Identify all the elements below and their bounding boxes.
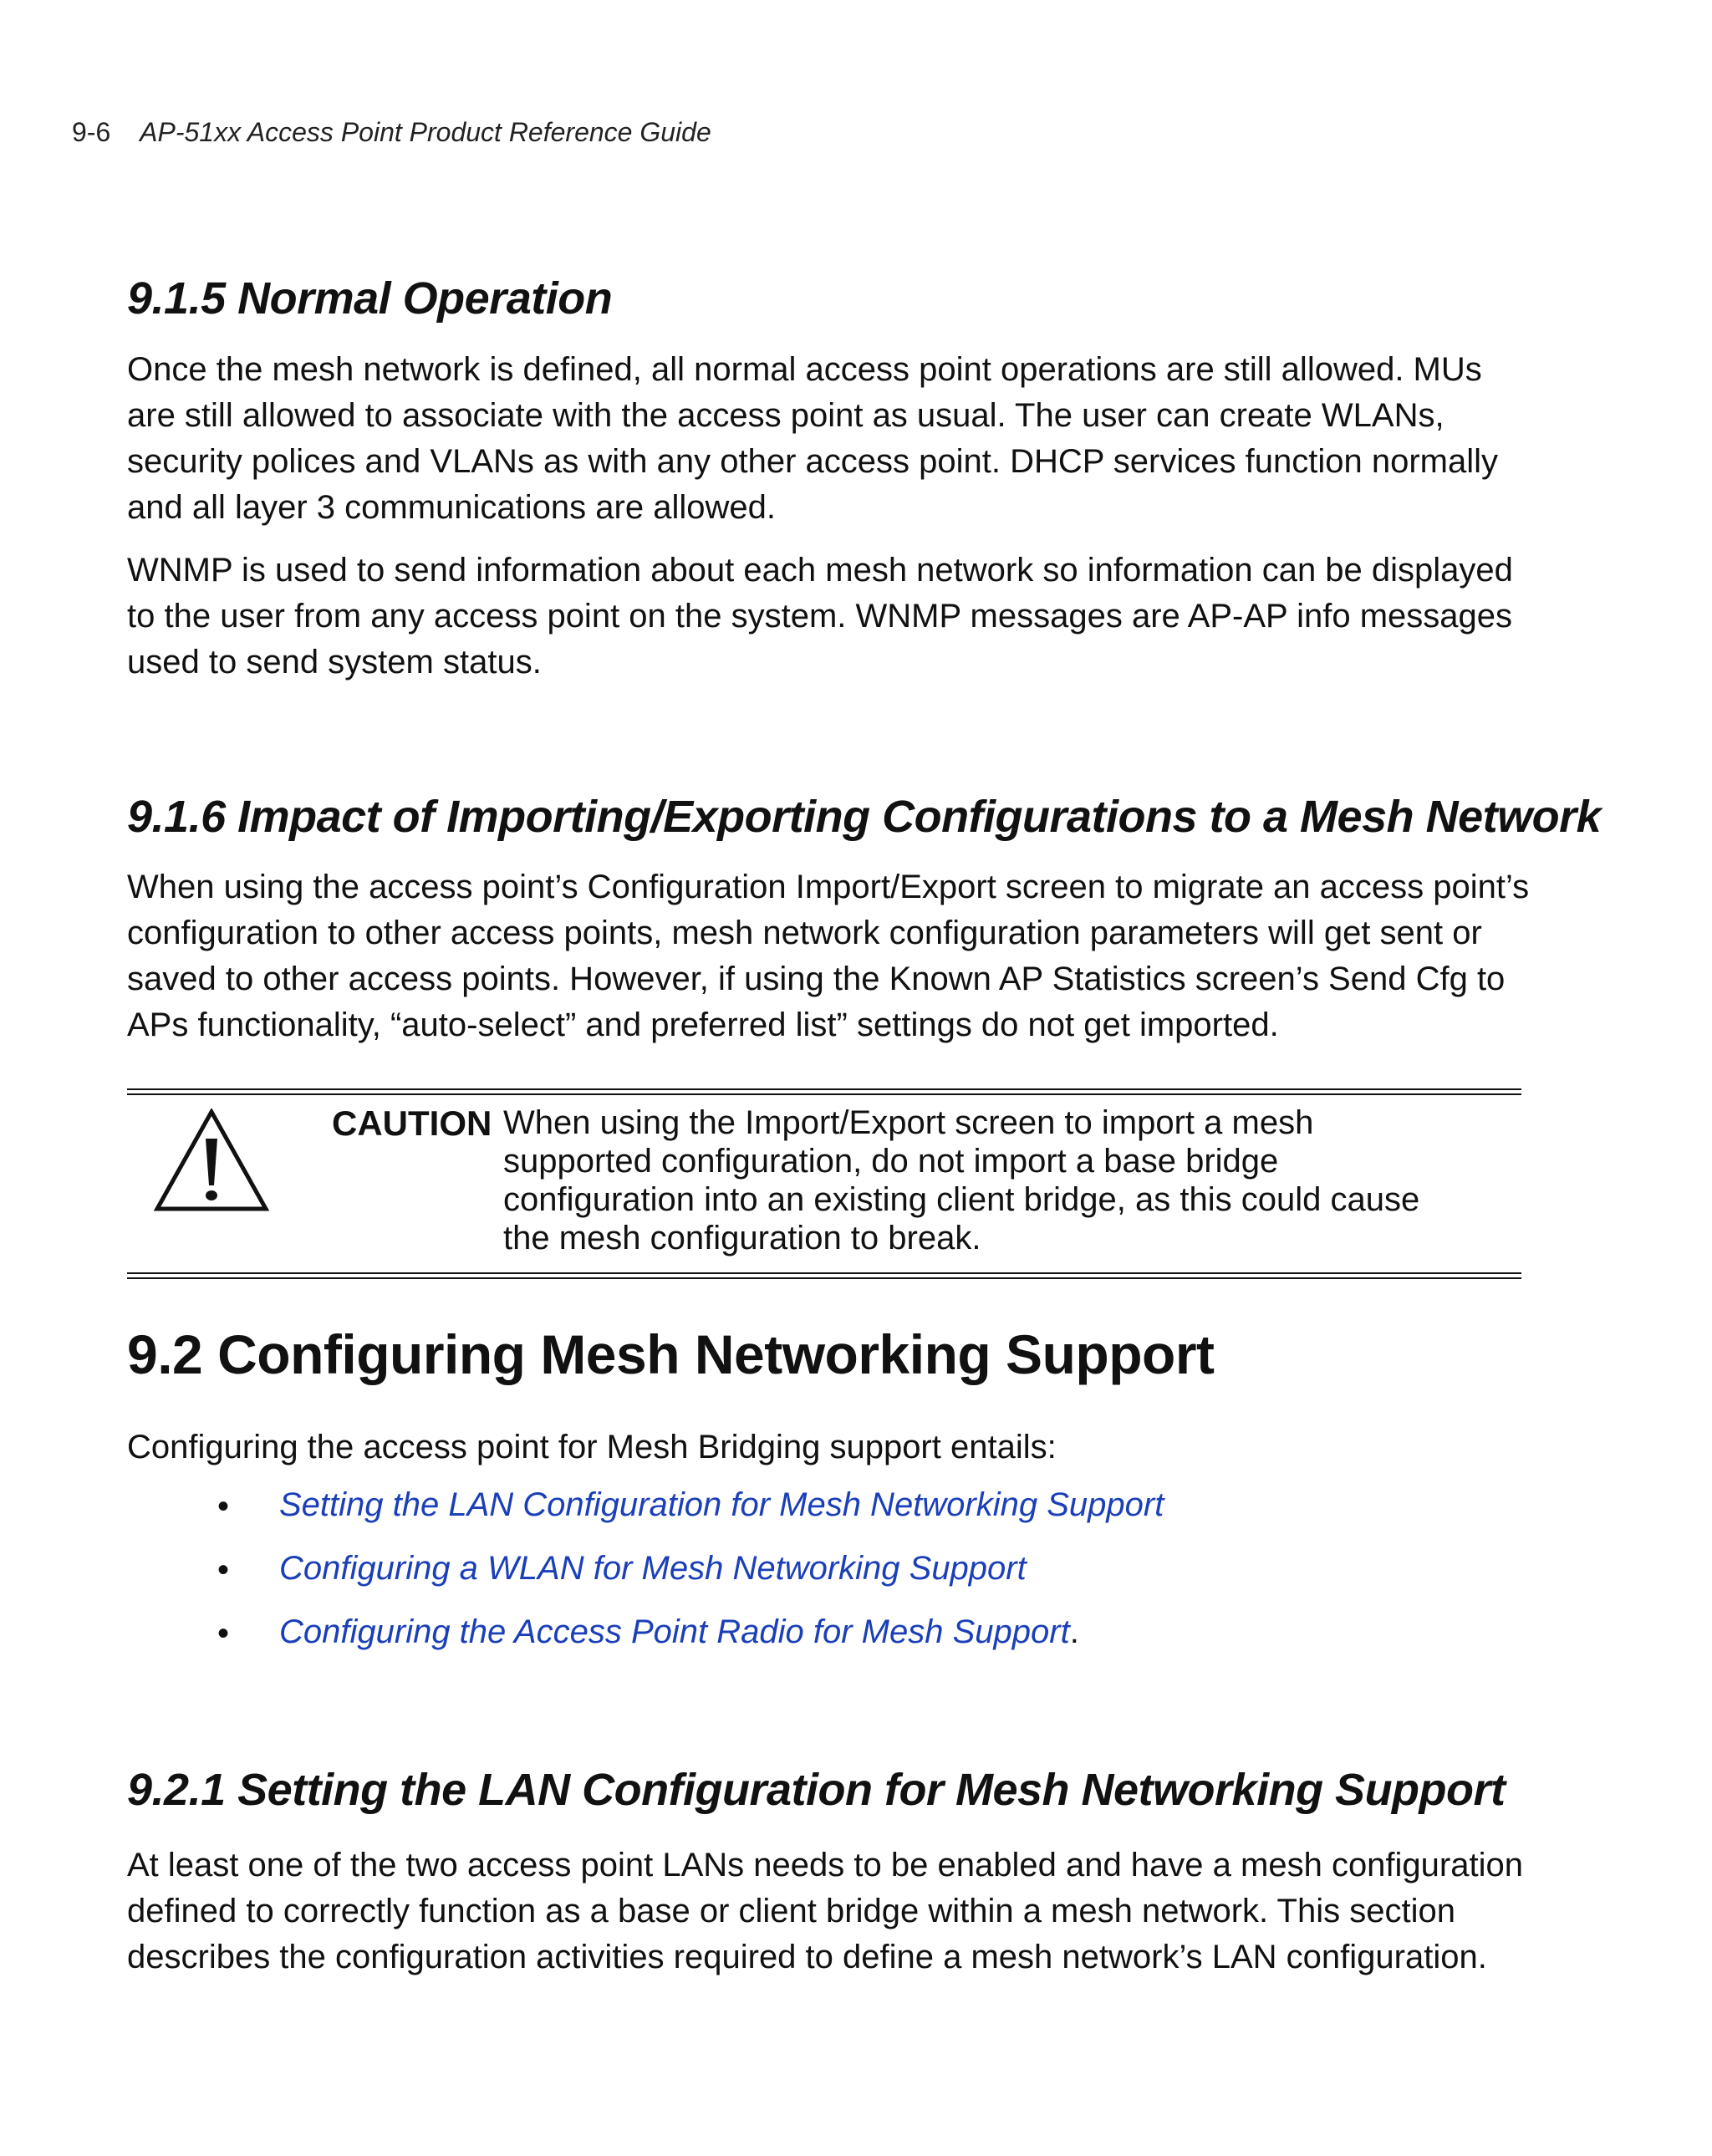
link-tail: . (1069, 1613, 1079, 1650)
bullet-marker: • (217, 1552, 230, 1588)
section-heading-9-2-1: 9.2.1 Setting the LAN Configuration for Mesh Networking Support (127, 1765, 1506, 1815)
page-number: 9-6 (72, 117, 111, 147)
paragraph-normal-operation-2: WNMP is used to send information about each mesh network so information can be displayed to the user from any access point on the system. WNMP messages are AP-AP info messages used to send system status. (127, 552, 1513, 680)
guide-title: AP-51xx Access Point Product Reference Guide (140, 117, 711, 147)
divider-rule (127, 1272, 1521, 1279)
link-text: Setting the LAN Configuration for Mesh Networking Support (279, 1486, 1164, 1523)
caution-label: CAUTION (332, 1103, 492, 1143)
bullet-marker: • (217, 1615, 230, 1652)
link-text: Configuring a WLAN for Mesh Networking Support (279, 1550, 1027, 1587)
paragraph-mesh-intro: Configuring the access point for Mesh Bridging support entails: (127, 1429, 1057, 1465)
running-header (72, 117, 711, 148)
link-lan-configuration[interactable] (279, 1484, 1164, 1526)
section-heading-9-1-6: 9.1.6 Impact of Importing/Exporting Configurations to a Mesh Network (127, 792, 1602, 842)
divider-rule (127, 1088, 1521, 1095)
link-radio-configuration[interactable] (279, 1611, 1079, 1653)
section-heading-9-1-5: 9.1.5 Normal Operation (127, 273, 613, 324)
warning-triangle-icon (154, 1109, 269, 1212)
paragraph-lan-configuration: At least one of the two access point LANs needs to be enabled and have a mesh configuration defined to correctly function as a base or client bridge within a mesh network. This section describes the configuration activities required to define a mesh network’s LAN configuration. (127, 1847, 1523, 1975)
bullet-marker: • (217, 1488, 230, 1525)
section-heading-9-2: 9.2 Configuring Mesh Networking Support (127, 1323, 1215, 1385)
paragraph-normal-operation-1: Once the mesh network is defined, all normal access point operations are still allowed. MUs are still allowed to associate with the access point as usual. The user can create WLANs, security polices and VLANs as with any other access point. DHCP services function normally and all layer 3 communications are allowed. (127, 351, 1498, 526)
link-wlan-configuration[interactable] (279, 1547, 1027, 1589)
caution-text: When using the Import/Export screen to import a mesh supported configuration, do not import a base bridge configuration into an existing client bridge, as this could cause the mesh configuration to break. (503, 1104, 1420, 1256)
paragraph-import-export: When using the access point’s Configuration Import/Export screen to migrate an access point’s configuration to other access points, mesh network configuration parameters will get sent or saved to other access points. However, if using the Known AP Statistics screen’s Send Cfg to APs functionality, “auto-select” and preferred list” settings do not get imported. (127, 869, 1530, 1043)
link-text: Configuring the Access Point Radio for Mesh Support (279, 1613, 1070, 1650)
caution-notice (127, 1088, 1521, 1279)
